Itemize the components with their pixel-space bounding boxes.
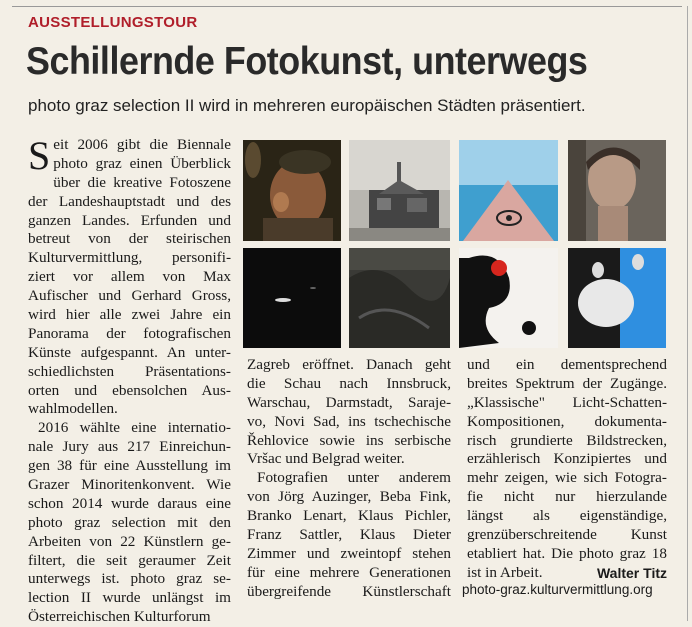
text-line: nale Jury aus 217 Einreichun- (28, 438, 231, 456)
photo-pink-pier (459, 140, 558, 241)
photo-building (349, 140, 450, 241)
photo-dancer-blue (568, 248, 666, 348)
text-line: übergreifende Künstlerschaft (247, 582, 451, 600)
text-line: wahlmodellen. (28, 400, 118, 418)
text-line: lection II wurde unlängst im (28, 589, 231, 607)
headline: Schillernde Fotokunst, unterwegs (26, 40, 588, 83)
subheadline: photo graz selection II wird in mehreren europäischen Städten präsentiert. (28, 96, 586, 115)
text-column-3 (467, 356, 667, 583)
text-line: unterwegs ist. photo graz se- (28, 570, 231, 588)
text-line: Franz Sattler, Klaus Dieter (247, 526, 451, 544)
text-line: breites Spektrum der Zugänge. (467, 374, 667, 392)
text-line: ganzen Landes. Erfunden und (28, 211, 231, 229)
text-line: photo graz einen Überblick (53, 154, 231, 172)
text-line: Aufischer und Gerhard Gross, (28, 287, 231, 305)
text-line: eit 2006 gibt die Biennale (53, 136, 231, 153)
kicker: AUSSTELLUNGSTOUR (28, 14, 198, 31)
text-line: Österreichischen Kulturforum (28, 608, 211, 626)
text-line: Kompositionen, dokumenta- (467, 412, 667, 430)
text-line: Vršac und Belgrad weiter. (247, 450, 405, 468)
text-line: mehr zeigen, wie sich Fotogra- (467, 469, 667, 487)
text-line: von Jörg Auzinger, Beba Fink, (247, 488, 451, 506)
text-line: erzählerisch Konzipiertes und (467, 450, 667, 468)
text-line: fie nicht nur hierzulande (467, 488, 667, 506)
author-name: Walter Titz (596, 564, 667, 581)
text-line: über die kreative Fotoszene (53, 173, 231, 191)
top-rule (12, 6, 682, 7)
text-line: schon 2014 wurde daraus eine (28, 494, 231, 512)
text-line: Fotografien unter anderem (257, 469, 451, 487)
text-line: für eine mehrere Generationen (247, 563, 451, 581)
drop-cap: S (28, 133, 51, 178)
text-line: der Landeshauptstadt und des (28, 192, 231, 210)
column-3-lines (467, 356, 667, 564)
text-line: photo graz selection mit den (28, 513, 231, 531)
text-line: Panorama der fotografischen (28, 324, 231, 342)
photo-aerial-landscape (349, 248, 450, 348)
text-line: Warschau, Darmstadt, Saraje- (247, 393, 451, 411)
text-line: längst als eigenständige, (467, 507, 667, 525)
website-url[interactable]: photo-graz.kulturvermittlung.org (462, 582, 653, 597)
text-line: etabliert hat. Die photo graz 18 (467, 544, 667, 562)
text-line: Künste aufgespannt. An unter- (28, 343, 231, 361)
photo-portrait-smoking-man (243, 140, 341, 241)
text-line: orten und ebensolchen Aus- (28, 381, 231, 399)
text-line: ziert vor allem von Max (28, 268, 231, 286)
column-3-final-line (467, 564, 667, 583)
text-line: Grazer Minoritenkonvent. Wie (28, 476, 231, 494)
text-line: Kulturvermittlung, personifi- (28, 249, 231, 267)
photo-dark-night (243, 248, 341, 348)
text-column-2 (247, 356, 451, 602)
text-line: Řehlovice sowie ins serbische (247, 431, 451, 449)
photo-woman-portrait (568, 140, 666, 241)
column-1-lines (28, 133, 231, 627)
text-line: „Klassische" Licht-Schatten- (467, 393, 667, 411)
text-line: Branko Lenart, Klaus Pichler, (247, 507, 451, 525)
text-line: und ein dementsprechend (467, 356, 667, 373)
text-line: grenzüberschreitende Kunst (467, 526, 667, 544)
closing-text: ist in Arbeit. (467, 563, 543, 581)
text-line: risch grundierte Bildstrecken, (467, 431, 667, 449)
text-line: vo, Novi Sad, ins tschechische (247, 412, 451, 430)
photo-abstract-shapes (459, 248, 558, 348)
text-line: 2016 wählte eine internatio- (38, 419, 231, 437)
text-line: schiedlichsten Präsentations- (28, 362, 231, 380)
text-line: Zagreb eröffnet. Danach geht (247, 356, 451, 373)
column-2-lines (247, 356, 451, 602)
text-column-1 (28, 133, 231, 627)
text-line: filtert, die seit geraumer Zeit (28, 551, 231, 569)
text-line: wird hier alle zwei Jahre ein (28, 306, 231, 324)
text-line: Arbeiten von 22 Künstlern ge- (28, 532, 231, 550)
text-line: die Schau nach Innsbruck, (247, 374, 451, 392)
text-line: Zimmer und zweintopf stehen (247, 544, 451, 562)
right-rule (687, 6, 688, 621)
text-line: betreut von der steirischen (28, 230, 231, 248)
text-line: gen 38 für eine Ausstellung im (28, 457, 231, 475)
